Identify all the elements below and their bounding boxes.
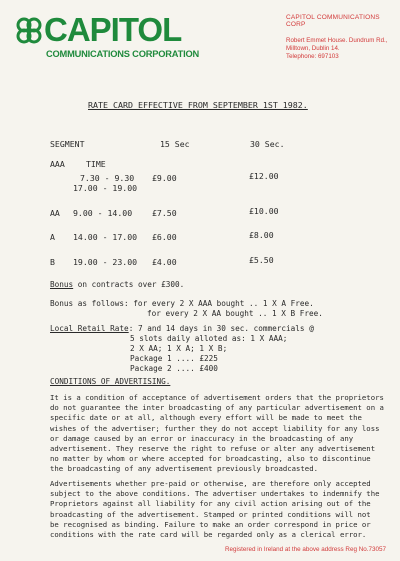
price-30-aaa: £12.00 <box>249 171 279 181</box>
bonus-heading: Bonus on contracts over £300. <box>50 280 185 289</box>
price-30-b: £5.50 <box>249 255 274 265</box>
header-15-sec: 15 Sec <box>160 139 190 149</box>
telephone: Telephone: 697103 <box>286 53 339 61</box>
local-retail-line: 2 X AA; 1 X A; 1 X B; <box>130 344 228 353</box>
logo-subtitle: COMMUNICATIONS CORPORATION <box>46 49 200 59</box>
conditions-heading: CONDITIONS OF ADVERTISING. <box>50 377 171 386</box>
segment-b: B <box>50 257 55 267</box>
segment-aa: AA <box>50 208 60 218</box>
company-logo <box>14 12 214 60</box>
time-b: 19.00 - 23.00 <box>73 257 138 267</box>
price-15-aa: £7.50 <box>152 208 177 218</box>
segment-a: A <box>50 232 55 242</box>
rate-card-title: RATE CARD EFFECTIVE FROM SEPTEMBER 1ST 1982. <box>88 100 308 110</box>
address <box>286 37 400 62</box>
time-a: 14.00 - 17.00 <box>73 232 138 242</box>
package-1: Package 1 .... £225 <box>130 354 218 363</box>
price-30-a: £8.00 <box>249 230 274 240</box>
header-segment: SEGMENT <box>50 139 85 149</box>
header-30-sec: 30 Sec. <box>250 139 285 149</box>
address-line: Milltown, Dublin 14. <box>286 45 340 53</box>
package-2: Package 2 .... £400 <box>130 364 218 373</box>
local-retail-rate: Local Retail Rate: 7 and 14 days in 30 sec. commercials @ <box>50 324 314 333</box>
time-label: TIME <box>86 159 106 169</box>
bonus-line-2: for every 2 X AA bought .. 1 X B Free. <box>147 309 323 318</box>
price-30-aa: £10.00 <box>249 206 279 216</box>
segment-aaa: AAA <box>50 159 65 169</box>
price-15-aaa: £9.00 <box>152 173 177 183</box>
local-retail-line: 5 slots daily alloted as: 1 X AAA; <box>130 334 288 343</box>
logo-wordmark: CAPITOL <box>44 11 182 48</box>
time-aaa: 7.30 - 9.30 17.00 - 19.00 <box>73 173 138 193</box>
logo-swirl-icon <box>14 16 44 46</box>
conditions-paragraph-2: Advertisements whether pre-paid or otherwise, are therefore only accepted subject to the above conditions. The advertiser undertakes to indemnify the Proprietors against all liability for any civil action arising out of the broadcasting of the advertisement. Stamped or printed conditions will not be recognised as binding. Failure to make an order correspond in price or conditions with the rate card will be regarded only as a clerical error. <box>50 479 380 540</box>
letterhead-address-block <box>286 14 400 62</box>
price-15-b: £4.00 <box>152 257 177 267</box>
price-15-a: £6.00 <box>152 232 177 242</box>
time-aa: 9.00 - 14.00 <box>73 208 133 218</box>
registration-footer: Registered in Ireland at the above address Reg No.73057 <box>225 546 387 553</box>
conditions-paragraph-1: It is a condition of acceptance of advertisement orders that the proprietors do not guarantee the inter broadcasting of any particular advertisement on a specific date or at all, although every effort will be made to meet the wishes of the advertiser; further they do not accept liability for any loss or damage caused by an error or inaccuracy in the broadcasting of any advertisement. They reserve the right to refuse or alter any advertisement no matter by whom or where accepted for broadcasting, also to discontinue the broadcasting of any advertisement previously broadcasted. <box>50 393 384 474</box>
bonus-line-1: Bonus as follows: for every 2 X AAA bought .. 1 X A Free. <box>50 299 314 308</box>
corp-name: CAPITOL COMMUNICATIONS CORP <box>286 14 380 28</box>
address-line: Robert Emmet House. Dundrum Rd., <box>286 37 388 44</box>
